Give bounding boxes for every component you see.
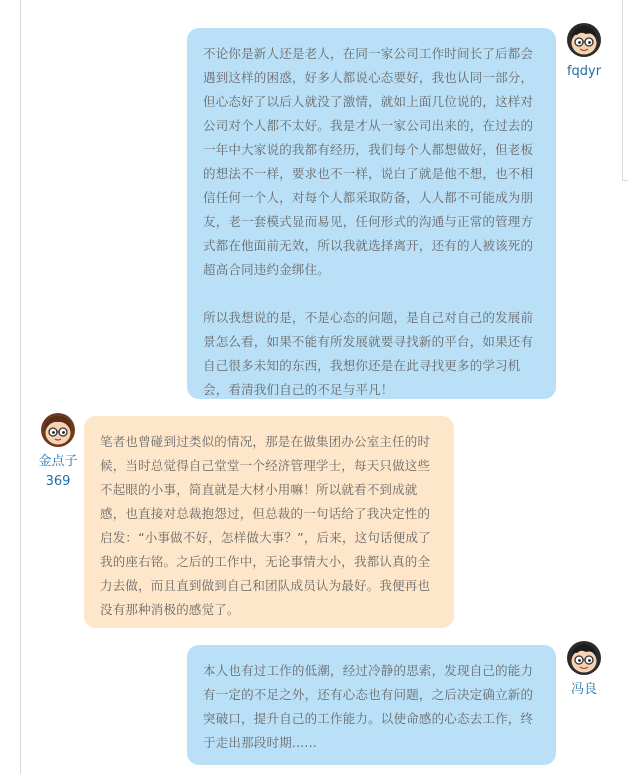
- boy-avatar-icon[interactable]: [566, 640, 602, 676]
- comment-paragraph: 所以我想说的是，不是心态的问题，是自己对自己的发展前景怎么看，如果不能有所发展就要寻找新的平台，如果还有自己很多未知的东西，我想你还是在此寻找更多的学习机会，看清我们自己的不足与平凡！: [203, 310, 534, 397]
- girl-avatar-icon[interactable]: [40, 412, 76, 448]
- comment-author-name[interactable]: [30, 452, 86, 492]
- boy-avatar-icon[interactable]: [566, 22, 602, 58]
- comment-bubble-jindianzi369: [84, 416, 454, 628]
- comment-author-name-line1[interactable]: 金点子: [38, 454, 78, 469]
- comment-author-name[interactable]: fqdyr: [566, 64, 602, 79]
- side-panel-edge: [622, 0, 628, 181]
- comment-author-name-line2[interactable]: 369: [45, 474, 71, 489]
- comment-author-name[interactable]: 冯良: [570, 682, 597, 697]
- comment-bubble-fengliang: [187, 645, 556, 765]
- thread-left-border: [20, 0, 21, 774]
- comment-bubble-fqdyr: [187, 28, 556, 399]
- comment-paragraph: 不论你是新人还是老人，在同一家公司工作时间长了后都会遇到这样的困惑，好多人都说心态要好，我也认同一部分，但心态好了以后人就没了激情，就如上面几位说的，这样对公司对个人都不太好。我是才从一家公司出来的，在过去的一年中大家说的我都有经历，我们每个人都想做好，但老板的想法不一样，要求也不一样，说白了就是他不想，也不相信任何一个人，对每个人都采取防备，人人都不可能成为朋友，老一套模式显而易见，任何形式的沟通与正常的管理方式都在他面前无效，所以我就选择离开，还有的人被该死的超高合同违约金绑住。: [203, 46, 534, 277]
- comment-paragraph: 本人也有过工作的低潮，经过冷静的思索，发现自己的能力有一定的不足之外，还有心态也有问题，之后决定确立新的突破口，提升自己的工作能力。以使命感的心态去工作，终于走出那段时期......: [203, 663, 534, 750]
- comment-paragraph: 笔者也曾碰到过类似的情况，那是在做集团办公室主任的时候，当时总觉得自己堂堂一个经济管理学士，每天只做这些不起眼的小事，简直就是大材小用嘛！所以就看不到成就感，也直接对总裁抱怨过，但总裁的一句话给了我决定性的启发：“小事做不好，怎样做大事？”，后来，这句话便成了我的座右铭。之后的工作中，无论事情大小，我都认真的全力去做，而且直到做到自己和团队成员认为最好。我便再也没有那种消极的感觉了。: [100, 434, 431, 617]
